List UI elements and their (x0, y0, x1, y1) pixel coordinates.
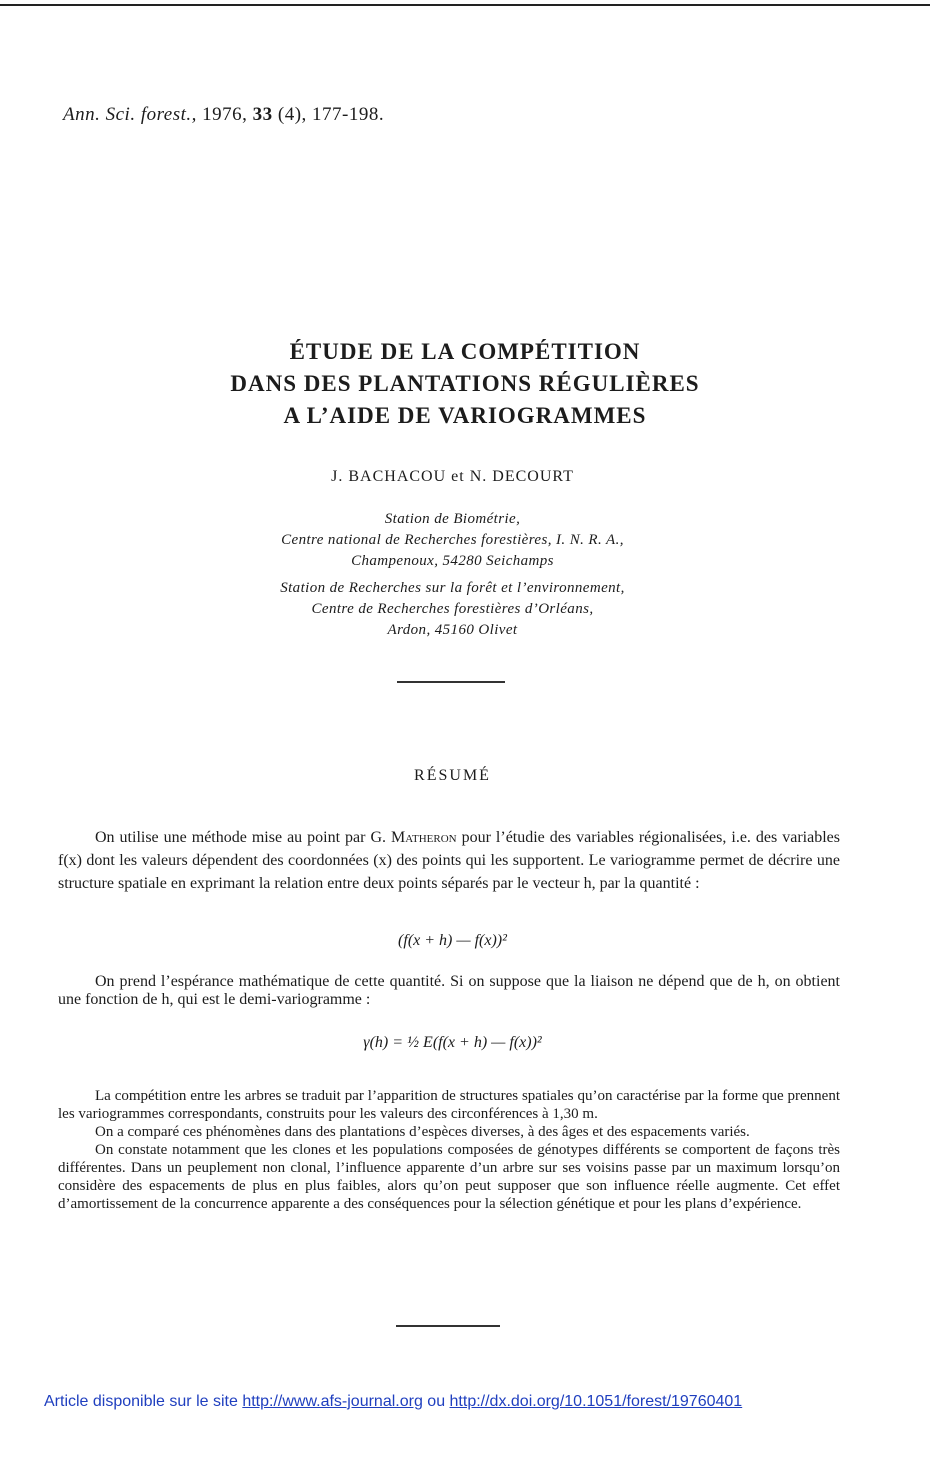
footer-middle: ou (422, 1393, 450, 1410)
end-divider (396, 1325, 500, 1327)
citation-year: 1976, (202, 104, 248, 125)
article-title (0, 336, 930, 432)
affiliation-line: Ardon, 45160 Olivet (387, 622, 518, 638)
abstract-paragraph-3: La compétition entre les arbres se traduit par l’apparition de structures spatiales qu’on caractérise par la forme que prennent les variogrammes correspondants, construits pour les valeurs des circonférences à 1,30 m. (58, 1088, 840, 1122)
abstract-paragraph-4: On a comparé ces phénomènes dans des plantations d’espèces diverses, à des âges et des espacements variés. (95, 1124, 750, 1140)
affiliation-line: Centre de Recherches forestières d’Orléans, (311, 601, 594, 617)
title-line-2: DANS DES PLANTATIONS RÉGULIÈRES (230, 371, 700, 396)
affiliation-2 (0, 578, 905, 641)
title-line-3: A L’AIDE DE VARIOGRAMMES (283, 403, 647, 428)
affiliation-line: Champenoux, 54280 Seichamps (351, 553, 554, 569)
citation (63, 104, 384, 126)
abstract-paragraphs-3 (58, 1087, 840, 1213)
resume-heading: RÉSUMÉ (414, 767, 491, 784)
title-line-1: ÉTUDE DE LA COMPÉTITION (289, 339, 641, 364)
author-name-matheron: Matheron (391, 829, 457, 846)
p1-text-a: On utilise une méthode mise au point par G. (95, 829, 392, 846)
section-divider (397, 681, 505, 683)
abstract-paragraph-2: On prend l’espérance mathématique de cette quantité. Si on suppose que la liaison ne dépend que de h, on obtient une fonction de h, qui est le demi-variogramme : (58, 973, 840, 1008)
top-rule (0, 4, 930, 6)
availability-footer (44, 1393, 742, 1411)
citation-volume: 33 (252, 104, 273, 125)
footer-prefix: Article disponible sur le site (44, 1393, 243, 1410)
abstract-paragraph-1 (58, 826, 840, 895)
citation-journal: Ann. Sci. forest., (63, 104, 197, 125)
p1-text-b: pour l’étudie des variables régionalisées, i.e. des variables f(x) dont les valeurs dépendent des coordonnées (x) des points qui les supportent. Le variogramme permet de décrire une structure spatiale en exprimant la relation entre deux points séparés par le vecteur h, par la quantité : (58, 829, 840, 892)
authors: J. BACHACOU et N. DECOURT (331, 468, 574, 485)
journal-link[interactable]: http://www.afs-journal.org (242, 1393, 423, 1410)
affiliation-line: Station de Biométrie, (384, 511, 521, 527)
formula-semivariogram: γ(h) = ½ E(f(x + h) — f(x))² (363, 1034, 542, 1051)
affiliation-line: Centre national de Recherches forestières, I. N. R. A., (281, 532, 624, 548)
formula-quantity: (f(x + h) — f(x))² (398, 932, 507, 949)
citation-issue-pages: (4), 177-198. (277, 104, 385, 125)
affiliation-line: Station de Recherches sur la forêt et l’environnement, (280, 580, 625, 596)
doi-link[interactable]: http://dx.doi.org/10.1051/forest/19760401 (449, 1393, 743, 1410)
abstract-paragraph-5: On constate notamment que les clones et les populations composées de génotypes différents se comportent de façons très différentes. Dans un peuplement non clonal, l’influence apparente d’un arbre sur ses voisins passe par un maximum lorsqu’on considère des espacements de plus en plus faibles, alors qu’on peut supposer que son influence réelle augmente. Cet effet d’amortissement de la concurrence apparente a des conséquences pour la sélection génétique et pour les plans d’expérience. (58, 1142, 840, 1212)
affiliation-1 (0, 509, 905, 572)
